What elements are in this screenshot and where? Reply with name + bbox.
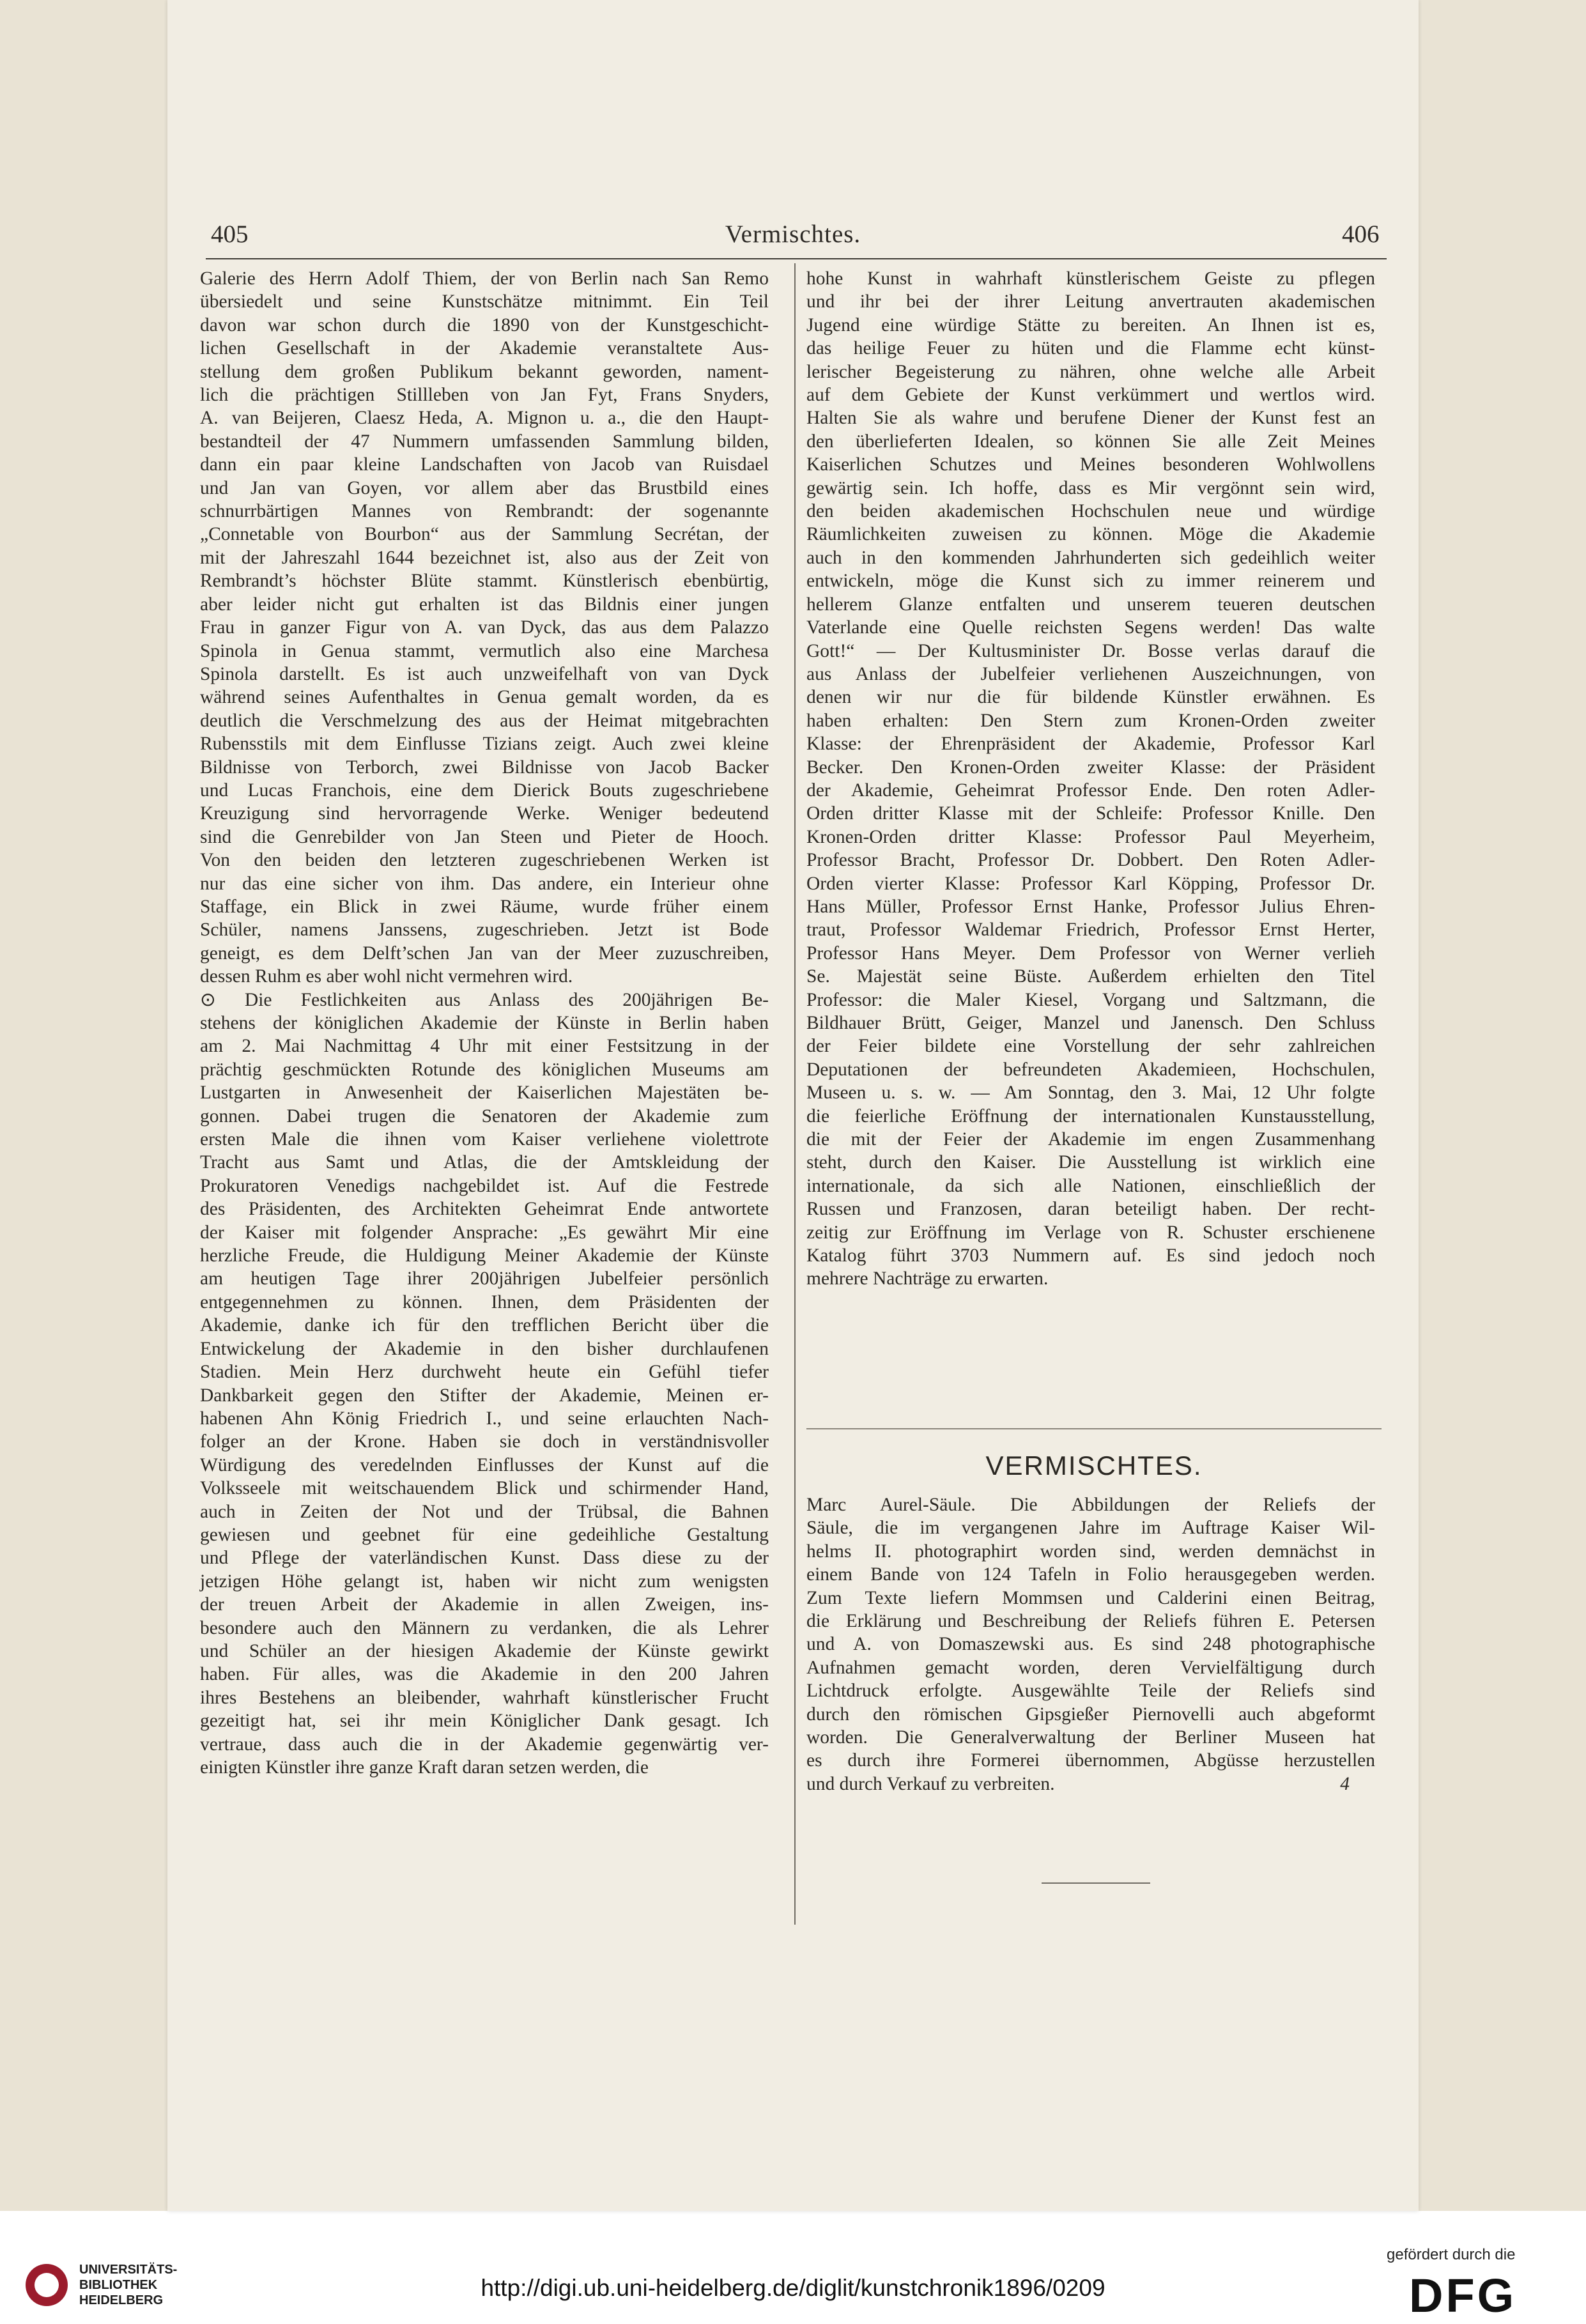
page-number-right: 406 <box>1342 220 1380 248</box>
akademie-cont-line: Klasse: der Ehrenpräsident der Akademie, Professor Karl <box>806 734 1375 755</box>
running-title: Vermischtes. <box>725 220 861 248</box>
akademie-line: Entwickelung der Akademie in den bisher durchlaufenen <box>200 1338 769 1359</box>
akademie-cont-line: Bildhauer Brütt, Geiger, Manzel und Janensch. Den Schluss <box>806 1013 1375 1033</box>
thiem-line: Bildnisse von Terborch, zwei Bildnisse von Jacob Backer <box>200 757 769 778</box>
akademie-line: der Kaiser mit folgender Ansprache: „Es gewährt Mir eine <box>200 1222 769 1243</box>
akademie-cont-line: Museen u. s. w. — Am Sonntag, den 3. Mai, 12 Uhr folgte <box>806 1082 1375 1104</box>
akademie-cont-line: lerischer Begeisterung zu nähren, ohne welche alle Arbeit <box>806 361 1375 382</box>
akademie-cont-line: Orden vierter Klasse: Professor Karl Köpping, Professor Dr. <box>806 873 1375 894</box>
left-column <box>200 267 769 1779</box>
marc-aurel-line: und durch Verkauf zu verbreiten. 4 <box>806 1773 1375 1796</box>
akademie-line: und Schüler an der hiesigen Akademie der Künste gewirkt <box>200 1640 769 1661</box>
thiem-line: Spinola darstellt. Es ist auch unzweifelhaft von van Dyck <box>200 663 769 684</box>
thiem-line: Staffage, ein Blick in zwei Räume, wurde früher einem <box>200 896 769 917</box>
marc-aurel-line: durch den römischen Gipsgießer Piernovelli auch abgeformt <box>806 1704 1375 1725</box>
akademie-line: ersten Male die ihnen vom Kaiser verliehene violettrote <box>200 1129 769 1150</box>
thiem-line: Rembrandt’s höchster Blüte stammt. Künstlerisch ebenbürtig, <box>200 571 769 592</box>
section-separator <box>806 1428 1382 1429</box>
akademie-cont-line: Se. Majestät seine Büste. Außerdem erhielten den Titel <box>806 966 1375 987</box>
thiem-line: dann ein paar kleine Landschaften von Jacob van Ruisdael <box>200 454 769 475</box>
column-divider <box>794 263 796 1925</box>
akademie-line: ihres Bestehens an bleibender, wahrhaft künstlerischer Frucht <box>200 1687 769 1708</box>
akademie-line: stehens der königlichen Akademie der Künste in Berlin haben <box>200 1013 769 1033</box>
akademie-line: haben. Für alles, was die Akademie in den 200 Jahren <box>200 1664 769 1685</box>
thiem-line: sind die Genrebilder von Jan Steen und Pieter de Hooch. <box>200 826 769 847</box>
akademie-line: gewiesen und geebnet für eine gedeihliche Gestaltung <box>200 1524 769 1545</box>
akademie-cont-line: entwickeln, möge die Kunst sich zu immer reinerem und <box>806 571 1375 592</box>
funded-by-label: gefördert durch die <box>1387 2246 1516 2263</box>
dfg-logo[interactable]: DFG <box>1409 2269 1517 2322</box>
right-column <box>806 267 1375 1291</box>
thiem-line: Kreuzigung sind hervorragende Werke. Weniger bedeutend <box>200 803 769 824</box>
akademie-line: des Präsidenten, des Architekten Geheimrat Ende antwortete <box>200 1199 769 1220</box>
akademie-line: ⊙ Die Festlichkeiten aus Anlass des 200jährigen Be- <box>200 989 769 1010</box>
akademie-cont-line: haben erhalten: Den Stern zum Kronen-Orden zweiter <box>806 710 1375 731</box>
library-line-1: UNIVERSITÄTS- <box>79 2263 178 2277</box>
thiem-line: Frau in ganzer Figur von A. van Dyck, das aus dem Palazzo <box>200 617 769 638</box>
thiem-line: und Jan van Goyen, vor allem aber das Brustbild eines <box>200 477 769 498</box>
article-marc-aurel <box>806 1493 1375 1796</box>
page-number-left: 405 <box>211 220 249 248</box>
akademie-cont-line: Jugend eine würdige Stätte zu bereiten. An Ihnen ist es, <box>806 314 1375 335</box>
akademie-cont-line: denen wir nur die für bildende Künstler erwähnen. Es <box>806 687 1375 708</box>
thiem-line: schnurrbärtigen Mannes von Rembrandt: der sogenannte <box>200 501 769 522</box>
thiem-line: während seines Aufenthaltes in Genua gemalt worden, da es <box>200 687 769 708</box>
akademie-line: gonnen. Dabei trugen die Senatoren der Akademie zum <box>200 1105 769 1127</box>
akademie-cont-line: der Feier bildete eine Vorstellung der sehr zahlreichen <box>806 1036 1375 1057</box>
akademie-line: und Pflege der vaterländischen Kunst. Dass diese zu der <box>200 1548 769 1569</box>
akademie-cont-line: gewärtig sein. Ich hoffe, dass es Mir vergönnt sein wird, <box>806 477 1375 498</box>
marc-aurel-line: einem Bande von 124 Tafeln in Folio herausgegeben werden. <box>806 1564 1375 1585</box>
akademie-cont-line: internationale, da sich alle Nationen, einschließlich der <box>806 1175 1375 1196</box>
akademie-cont-line: hohe Kunst in wahrhaft künstlerischem Geiste zu pflegen <box>806 268 1375 289</box>
thiem-line: aber leider nicht gut erhalten ist das Bildnis einer jungen <box>200 594 769 615</box>
thiem-line: Spinola in Genua stammt, vermutlich also eine Marchesa <box>200 640 769 661</box>
akademie-line: besondere auch den Männern zu verdanken, die als Lehrer <box>200 1617 769 1638</box>
marc-aurel-line: es durch ihre Formerei übernommen, Abgüsse herzustellen <box>806 1750 1375 1771</box>
akademie-cont-line: Halten Sie als wahre und berufene Diener der Kunst fest an <box>806 408 1375 429</box>
thiem-line: geneigt, es dem Delft’schen Jan van der Meer zuzuschreiben, <box>200 943 769 964</box>
marc-aurel-line: die Erklärung und Beschreibung der Reliefs führen E. Petersen <box>806 1611 1375 1632</box>
akademie-line: der treuen Arbeit der Akademie in allen Zweigen, ins- <box>200 1594 769 1615</box>
marc-aurel-line: worden. Die Generalverwaltung der Berliner Museen hat <box>806 1727 1375 1748</box>
akademie-cont-line: Orden dritter Klasse mit der Schleife: Professor Knille. Den <box>806 803 1375 824</box>
thiem-line: Rubensstils mit dem Einflusse Tizians zeigt. Auch zwei kleine <box>200 734 769 755</box>
thiem-line: übersiedelt und seine Kunstschätze mitnimmt. Ein Teil <box>200 291 769 312</box>
thiem-line: Schüler, namens Janssens, zugeschrieben. Jetzt ist Bode <box>200 920 769 941</box>
marc-aurel-line: Marc Aurel-Säule. Die Abbildungen der Reliefs der <box>806 1495 1375 1515</box>
thiem-line: „Connetable von Bourbon“ aus der Sammlung Secrétan, der <box>200 524 769 545</box>
akademie-cont-line: das heilige Feuer zu hüten und die Flamme echt künst- <box>806 338 1375 359</box>
end-rule <box>1042 1882 1150 1884</box>
akademie-line: auch in Zeiten der Not und der Trübsal, die Bahnen <box>200 1501 769 1522</box>
thiem-line: lichen Gesellschaft in der Akademie veranstaltete Aus- <box>200 338 769 359</box>
marc-aurel-line: helms II. photographirt worden sind, werden demnächst in <box>806 1541 1375 1562</box>
akademie-line: Tracht aus Samt und Atlas, die der Amtskleidung der <box>200 1152 769 1173</box>
thiem-line: A. van Beijeren, Claesz Heda, A. Mignon u. a., die den Haupt- <box>200 408 769 429</box>
akademie-line: Würdigung des veredelnden Einflusses der Kunst auf die <box>200 1454 769 1475</box>
library-line-2: BIBLIOTHEK <box>79 2278 158 2292</box>
article-akademie-festivities <box>200 989 769 1780</box>
thiem-line: mit der Jahreszahl 1644 bezeichnet ist, also aus der Zeit von <box>200 547 769 568</box>
akademie-cont-line: aus Anlass der Jubelfeier verliehenen Auszeichnungen, von <box>806 663 1375 684</box>
header-rule <box>206 258 1387 259</box>
akademie-line: jetzigen Höhe gelangt ist, haben wir nicht zum wenigsten <box>200 1571 769 1592</box>
akademie-line: Stadien. Mein Herz durchweht heute ein Gefühl tiefer <box>200 1362 769 1383</box>
akademie-cont-line: Kaiserlichen Schutzes und Meines besonderen Wohlwollens <box>806 454 1375 475</box>
akademie-line: am heutigen Tage ihrer 200jährigen Jubelfeier persönlich <box>200 1268 769 1289</box>
thiem-line: Galerie des Herrn Adolf Thiem, der von Berlin nach San Remo <box>200 268 769 289</box>
akademie-line: gezeitigt hat, sei ihr mein Königlicher Dank gesagt. Ich <box>200 1711 769 1732</box>
akademie-cont-line: die feierliche Eröffnung der internationalen Kunstausstellung, <box>806 1105 1375 1127</box>
akademie-cont-line: Becker. Den Kronen-Orden zweiter Klasse: der Präsident <box>806 757 1375 778</box>
section-title: VERMISCHTES. <box>985 1451 1203 1481</box>
akademie-cont-line: Professor Bracht, Professor Dr. Dobbert. Den Roten Adler- <box>806 850 1375 871</box>
akademie-line: Volksseele mit weitschauendem Blick und schirmender Hand, <box>200 1478 769 1499</box>
library-line-3: HEIDELBERG <box>79 2293 164 2307</box>
akademie-cont-line: Katalog führt 3703 Nummern auf. Es sind jedoch noch <box>806 1245 1375 1266</box>
thiem-line: lich die prächtigen Stillleben von Jan Fyt, Frans Snyders, <box>200 385 769 406</box>
akademie-cont-line: Räumlichkeiten zuweisen zu können. Möge die Akademie <box>806 524 1375 545</box>
marc-aurel-line: und A. von Domaszewski aus. Es sind 248 photographische <box>806 1634 1375 1655</box>
akademie-line: Akademie, danke ich für den trefflichen Bericht über die <box>200 1315 769 1336</box>
akademie-cont-line: die mit der Feier der Akademie im engen Zusammenhang <box>806 1129 1375 1150</box>
thiem-line: Von den beiden den letzteren zugeschriebenen Werken ist <box>200 850 769 871</box>
akademie-cont-line: der Akademie, Geheimrat Professor Ende. Den roten Adler- <box>806 780 1375 801</box>
akademie-cont-line: Gott!“ — Der Kultusminister Dr. Bosse verlas darauf die <box>806 640 1375 661</box>
akademie-line: folger an der Krone. Haben sie doch in verständnisvoller <box>200 1431 769 1452</box>
marc-aurel-line: Aufnahmen gemacht worden, deren Vervielfältigung durch <box>806 1657 1375 1678</box>
akademie-cont-line: steht, durch den Kaiser. Die Ausstellung ist wirklich eine <box>806 1152 1375 1173</box>
akademie-cont-line: Professor: die Maler Kiesel, Vorgang und Saltzmann, die <box>806 989 1375 1010</box>
akademie-cont-line: den beiden akademischen Hochschulen neue und würdige <box>806 501 1375 522</box>
marc-aurel-line: Lichtdruck erfolgte. Ausgewählte Teile der Reliefs sind <box>806 1681 1375 1702</box>
akademie-cont-line: zeitig zur Eröffnung im Verlage von R. Schuster erschienene <box>806 1222 1375 1243</box>
akademie-line: prächtig geschmückten Rotunde des königlichen Museums am <box>200 1059 769 1080</box>
marc-aurel-line: Zum Texte liefern Mommsen und Calderini einen Beitrag, <box>806 1587 1375 1608</box>
author-signature: 4 <box>1340 1773 1350 1794</box>
akademie-cont-line: mehrere Nachträge zu erwarten. <box>806 1268 1049 1289</box>
marc-aurel-line: Säule, die im vergangenen Jahre im Auftrage Kaiser Wil- <box>806 1518 1375 1539</box>
thiem-line: davon war schon durch die 1890 von der Kunstgeschicht- <box>200 314 769 335</box>
thiem-line: stellung dem großen Publikum bekannt geworden, nament- <box>200 361 769 382</box>
akademie-line: vertraue, dass auch die in der Akademie gegenwärtig ver- <box>200 1734 769 1755</box>
permalink-url[interactable]: http://digi.ub.uni-heidelberg.de/diglit/kunstchronik1896/0209 <box>481 2275 1105 2301</box>
thiem-line: und Lucas Franchois, eine dem Dierick Bouts zugeschriebene <box>200 780 769 801</box>
thiem-line: bestandteil der 47 Nummern umfassenden Sammlung bilden, <box>200 431 769 452</box>
akademie-cont-line: Professor Hans Meyer. Dem Professor von Werner verlieh <box>806 943 1375 964</box>
akademie-cont-line: und ihr bei der ihrer Leitung anvertrauten akademischen <box>806 291 1375 312</box>
akademie-cont-line: auf dem Gebiete der Kunst verkümmert und wertlos wird. <box>806 385 1375 406</box>
akademie-line: einigten Künstler ihre ganze Kraft daran setzen werden, die <box>200 1757 649 1778</box>
akademie-line: Lustgarten in Anwesenheit der Kaiserlichen Majestäten be- <box>200 1082 769 1104</box>
akademie-cont-line: auch in den kommenden Jahrhunderten sich gedeihlich weiter <box>806 547 1375 568</box>
article-thiem-collection <box>200 267 769 989</box>
right-column-lower <box>806 1493 1375 1796</box>
akademie-cont-line: Kronen-Orden dritter Klasse: Professor Paul Meyerheim, <box>806 826 1375 847</box>
akademie-line: habenen Ahn König Friedrich I., und seine erlauchten Nach- <box>200 1408 769 1429</box>
akademie-cont-line: Vaterlande eine Quelle reichsten Segens werden! Das walte <box>806 617 1375 638</box>
akademie-line: herzliche Freude, die Huldigung Meiner Akademie der Künste <box>200 1245 769 1266</box>
article-akademie-continued <box>806 267 1375 1291</box>
akademie-line: entgegennehmen zu können. Ihnen, dem Präsidenten der <box>200 1291 769 1312</box>
akademie-cont-line: den überlieferten Idealen, so können Sie alle Zeit Meines <box>806 431 1375 452</box>
akademie-cont-line: traut, Professor Waldemar Friedrich, Professor Ernst Herter, <box>806 920 1375 941</box>
akademie-line: am 2. Mai Nachmittag 4 Uhr mit einer Festsitzung in der <box>200 1036 769 1057</box>
akademie-cont-line: Russen und Franzosen, daran beteiligt haben. Der recht- <box>806 1199 1375 1220</box>
akademie-cont-line: Hans Müller, Professor Ernst Hanke, Professor Julius Ehren- <box>806 896 1375 917</box>
akademie-line: Dankbarkeit gegen den Stifter der Akademie, Meinen er- <box>200 1385 769 1406</box>
akademie-cont-line: Deputationen der befreundeten Akademieen, Hochschulen, <box>806 1059 1375 1080</box>
thiem-line: nur das eine sicher von ihm. Das andere, ein Interieur ohne <box>200 873 769 894</box>
akademie-cont-line: hellerem Glanze entfalten und unserem teueren deutschen <box>806 594 1375 615</box>
thiem-line: deutlich die Verschmelzung des aus der Heimat mitgebrachten <box>200 710 769 731</box>
akademie-line: Prokuratoren Venedigs nachgebildet ist. Auf die Festrede <box>200 1175 769 1196</box>
thiem-line: dessen Ruhm es aber wohl nicht vermehren wird. <box>200 966 573 987</box>
